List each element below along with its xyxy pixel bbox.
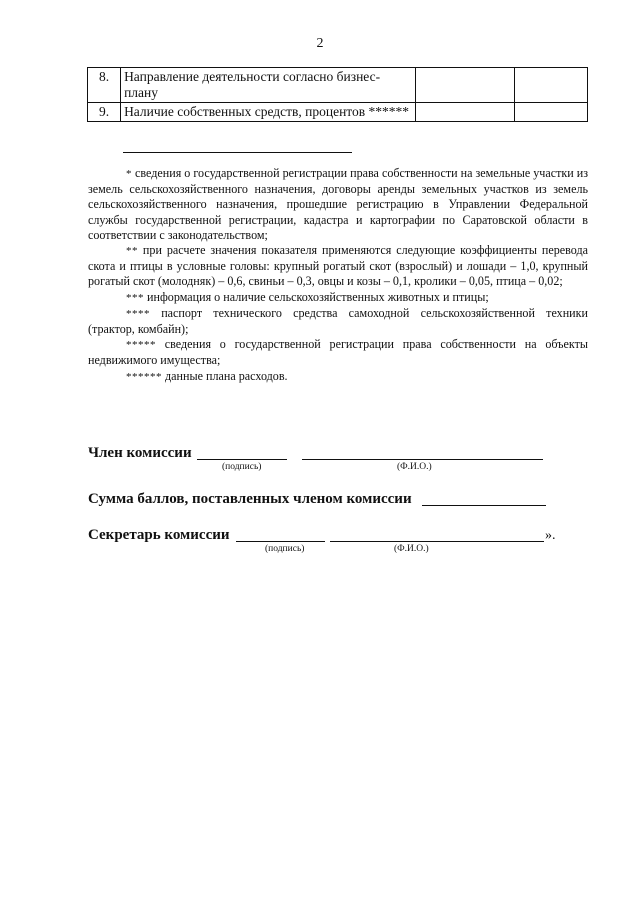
member-name-caption: (Ф.И.О.) <box>397 462 432 472</box>
footnote-text: при расчете значения показателя применяются следующие коэффициенты перевода скота и птицы в условные головы: крупный рогатый скот (взрослый) и лошади – 1,0, крупный рогатый скот (молодняк) – 0,6, свиньи – 0,3, овцы и козы – 0,1, кролики – 0,05, птица – 0,02; <box>88 243 588 289</box>
footnote-mark: ****** <box>368 104 410 119</box>
footnote-mark: ****** <box>126 370 162 383</box>
footnote <box>88 290 588 306</box>
row-number: 9. <box>88 103 121 122</box>
closing-mark: ». <box>545 528 556 543</box>
footnote <box>88 369 588 385</box>
footnote-text: паспорт технического средства самоходной сельскохозяйственной техники (трактор, комбайн); <box>88 305 588 337</box>
row-value-cell <box>415 68 514 103</box>
footnote-separator <box>123 152 352 153</box>
footnote <box>88 337 588 368</box>
footnote-text: информация о наличие сельскохозяйственных животных и птицы; <box>144 289 489 304</box>
secretary-label: Секретарь комиссии <box>88 527 230 543</box>
footnote-mark: *** <box>126 291 144 304</box>
row-score-cell <box>514 103 587 122</box>
footnote <box>88 243 588 290</box>
table-row <box>88 103 588 122</box>
footnote <box>88 306 588 337</box>
row-number: 8. <box>88 68 121 103</box>
score-line <box>422 505 546 506</box>
footnote-text: данные плана расходов. <box>162 368 288 383</box>
footnote-mark: * <box>126 168 132 180</box>
footnotes <box>88 166 588 385</box>
row-criterion: Направление деятельности согласно бизнес-плану <box>121 68 416 103</box>
score-label: Сумма баллов, поставленных членом комиссии <box>88 491 412 507</box>
page-number: 2 <box>316 36 324 51</box>
secretary-signature-caption: (подпись) <box>265 544 305 554</box>
footnote-text: сведения о государственной регистрации права собственности на земельные участки из земель сельскохозяйственного назначения, договоры аренды земельных участков из земель сельскохозяйственного назначения, прошедшие регистрацию в Управлении Федеральной службы государственной регистрации, кадастра и картографии по Саратовской области в соответствии с законодательством; <box>88 166 588 242</box>
row-value-cell <box>415 103 514 122</box>
member-name-line <box>302 459 543 460</box>
footnote-mark: **** <box>126 307 150 320</box>
secretary-name-caption: (Ф.И.О.) <box>394 544 429 554</box>
member-signature-line <box>197 459 287 460</box>
secretary-name-line <box>330 541 544 542</box>
footnote <box>88 166 588 243</box>
row-criterion <box>121 103 416 122</box>
member-label: Член комиссии <box>88 445 192 461</box>
row-score-cell <box>514 68 587 103</box>
footnote-text: сведения о государственной регистрации права собственности на объекты недвижимого имущества; <box>88 337 588 368</box>
criteria-table <box>87 67 588 122</box>
member-signature-caption: (подпись) <box>222 462 262 472</box>
secretary-signature-line <box>236 541 325 542</box>
row-criterion-text: Наличие собственных средств, процентов <box>124 104 366 119</box>
footnote-mark: ** <box>126 245 138 258</box>
footnote-mark: ***** <box>126 339 156 352</box>
table-row <box>88 68 588 103</box>
